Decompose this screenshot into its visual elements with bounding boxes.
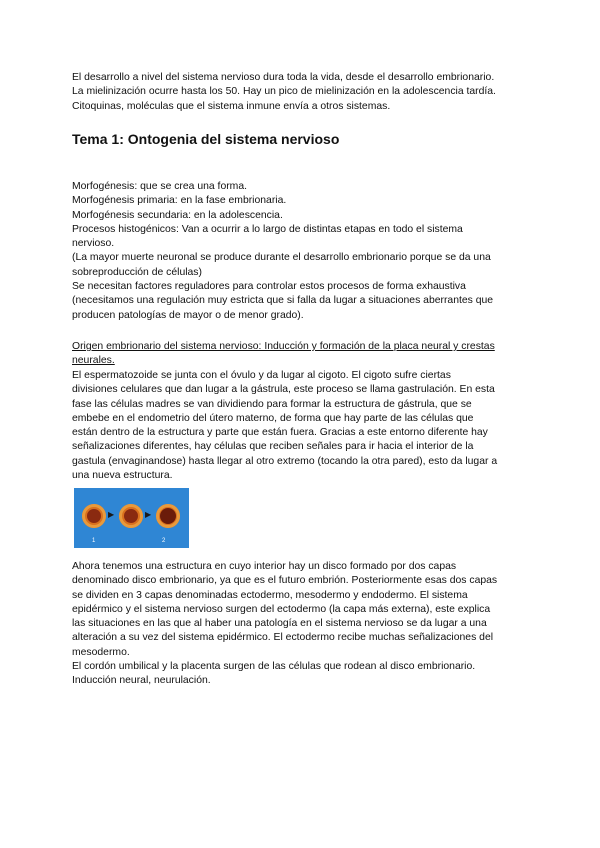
text-line: sobreproducción de células) bbox=[72, 266, 202, 278]
section-disco-embrionario bbox=[72, 560, 532, 689]
text-line: epidérmico y el sistema nervioso surgen del ectodermo (la capa más externa), este explica bbox=[72, 603, 491, 615]
intro-paragraph bbox=[72, 71, 532, 114]
text-line: Inducción neural, neurulación. bbox=[72, 675, 211, 687]
text-line: alteración a su vez del sistema epidérmico. El ectodermo recibe muchas señalizaciones del bbox=[72, 632, 494, 644]
intro-line: La mielinización ocurre hasta los 50. Hay un pico de mielinización en la adolescencia tardía. bbox=[72, 86, 496, 98]
text-line: Procesos histogénicos: Van a ocurrir a lo largo de distintas etapas en todo el sistema bbox=[72, 223, 463, 235]
text-line: Ahora tenemos una estructura en cuyo interior hay un disco formado por dos capas bbox=[72, 561, 457, 572]
text-line: Morfogénesis secundaria: en la adolescencia. bbox=[72, 209, 283, 221]
figure-label-left: 1 bbox=[92, 538, 96, 544]
text-line: gastula (envaginandose) hasta llegar al otro extremo (tocando la otra pared), esto da lugar a bbox=[72, 455, 498, 467]
text-line: El cordón umbilical y la placenta surgen de las células que rodean al disco embrionario. bbox=[72, 661, 476, 673]
text-line: están dentro de la estructura y parte que están fuera. Gracias a este entorno diferente hay bbox=[72, 427, 488, 439]
section-subheading: Origen embrionario del sistema nervioso: Inducción y formación de la placa neural y crestas neurales. bbox=[72, 341, 495, 367]
text-line: Se necesitan factores reguladores para controlar estos procesos de forma exhaustiva bbox=[72, 281, 466, 293]
text-line: (La mayor muerte neuronal se produce durante el desarrollo embrionario porque se da una bbox=[72, 252, 491, 264]
text-line: las situaciones en las que al haber una patología en el sistema nervioso se da lugar a una bbox=[72, 618, 487, 630]
text-line: mesodermo. bbox=[72, 646, 130, 658]
text-line: Morfogénesis primaria: en la fase embrionaria. bbox=[72, 195, 287, 207]
page-title: Tema 1: Ontogenia del sistema nervioso bbox=[72, 131, 340, 147]
embryo-stage-1-icon bbox=[82, 504, 106, 528]
arrow-right-icon: ▶ bbox=[145, 510, 152, 519]
text-line: producen patologías de mayor o de menor grado). bbox=[72, 309, 304, 321]
text-line: se dividen en 3 capas denominadas ectodermo, mesodermo y endodermo. El sistema bbox=[72, 589, 468, 601]
text-line: embebe en el endometrio del útero materno, de forma que hay parte de las células que bbox=[72, 412, 474, 424]
text-line: (necesitamos una regulación muy estricta que si falla da lugar a situaciones aberrantes que bbox=[72, 295, 494, 307]
text-line: El espermatozoide se junta con el óvulo y da lugar al cigoto. El cigoto sufre ciertas bbox=[72, 370, 451, 381]
figure-label-right: 2 bbox=[162, 538, 166, 544]
intro-line: Citoquinas, moléculas que el sistema inmune envía a otros sistemas. bbox=[72, 100, 391, 112]
intro-line: El desarrollo a nivel del sistema nervioso dura toda la vida, desde el desarrollo embrionario. bbox=[72, 72, 495, 83]
text-line: señalizaciones diferentes, hay células que reciben señales para ir hacia el interior de la bbox=[72, 441, 474, 453]
section-morfogenesis bbox=[72, 180, 532, 323]
embryo-stage-3-icon bbox=[156, 504, 180, 528]
text-line: divisiones celulares que dan lugar a la gástrula, este proceso se llama gastrulación. En esta bbox=[72, 384, 495, 396]
arrow-right-icon: ▶ bbox=[108, 510, 115, 519]
text-line: nervioso. bbox=[72, 238, 115, 250]
text-line: fase las células madres se van dividiendo para formar la estructura de gástrula, que se bbox=[72, 398, 472, 410]
text-line: Morfogénesis: que se crea una forma. bbox=[72, 181, 248, 192]
text-line: denominado disco embrionario, ya que es el futuro embrión. Posteriormente esas dos capas bbox=[72, 575, 498, 587]
section-gastrulacion bbox=[72, 369, 532, 483]
text-line: una nueva estructura. bbox=[72, 470, 173, 482]
gastrulation-figure bbox=[74, 488, 189, 548]
embryo-stage-2-icon bbox=[119, 504, 143, 528]
section-origen bbox=[72, 340, 530, 369]
